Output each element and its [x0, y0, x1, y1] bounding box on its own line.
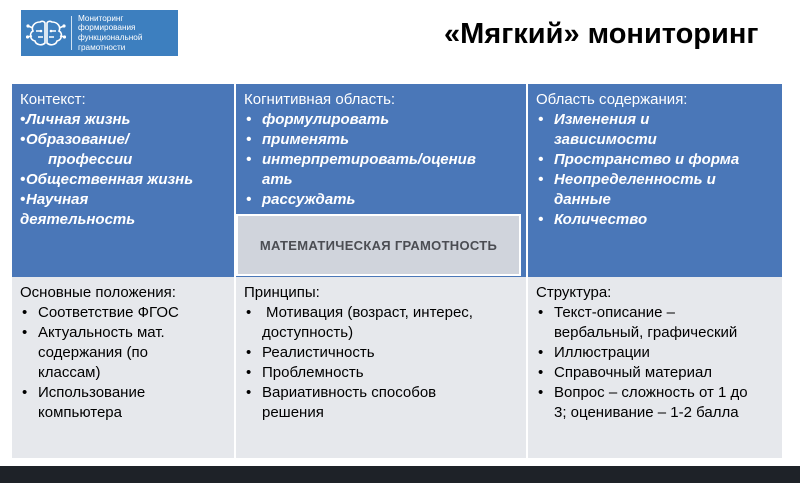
context-heading: Контекст:: [20, 91, 86, 108]
content-area-cell: [528, 82, 782, 277]
logo-text: [78, 14, 142, 52]
provisions-cell: [12, 277, 234, 458]
list-item: • формулировать: [246, 111, 390, 128]
list-item: вербальный, графический: [554, 324, 738, 341]
list-item: • рассуждать: [246, 191, 356, 208]
context-cell: [12, 82, 234, 277]
list-item: компьютера: [38, 404, 122, 421]
list-item: • Личная жизнь: [20, 111, 131, 128]
list-item: • Количество: [538, 211, 648, 228]
slide-title: «Мягкий» мониторинг: [444, 18, 759, 50]
logo-line-1: Мониторинг: [78, 13, 124, 23]
logo: [21, 10, 178, 56]
list-item: • Изменения и: [538, 111, 650, 128]
list-item: • Вариативность способов: [246, 384, 437, 401]
list-item: • Иллюстрации: [538, 344, 650, 361]
logo-divider: [71, 16, 72, 50]
structure-heading: Структура:: [536, 284, 612, 301]
list-item: • Реалистичность: [246, 344, 375, 361]
list-item: • Соответствие ФГОС: [22, 304, 179, 321]
list-item: 3; оценивание – 1-2 балла: [554, 404, 739, 421]
list-item: профессии: [48, 151, 133, 168]
list-item: доступность): [262, 324, 354, 341]
logo-line-2: формирования: [78, 23, 136, 33]
provisions-heading: Основные положения:: [20, 284, 176, 301]
list-item: • Текст-описание –: [538, 304, 675, 321]
list-item: • Общественная жизнь: [20, 171, 194, 188]
list-item: • Научная: [20, 191, 89, 208]
principles-heading: Принципы:: [244, 284, 320, 301]
logo-line-3: функциональной: [78, 33, 143, 42]
list-item: • Справочный материал: [538, 364, 713, 381]
list-item: • Использование: [22, 384, 146, 401]
list-item: деятельность: [20, 211, 136, 228]
list-item: зависимости: [554, 131, 657, 148]
list-item: ать: [262, 171, 293, 188]
list-item: • интерпретировать/оценив: [246, 151, 476, 168]
content-area-heading: Область содержания:: [536, 91, 688, 108]
list-item: • Образование/: [20, 131, 130, 148]
list-item: данные: [554, 191, 611, 208]
list-item: • Мотивация (возраст, интерес,: [246, 304, 473, 321]
list-item: • Пространство и форма: [538, 151, 740, 168]
structure-cell: [528, 277, 782, 458]
cognitive-heading: Когнитивная область:: [244, 91, 396, 108]
list-item: решения: [262, 404, 324, 421]
list-item: • Неопределенность и: [538, 171, 716, 188]
bottom-bar: [0, 466, 800, 483]
list-item: • Актуальность мат.: [22, 324, 165, 341]
list-item: содержания (по: [38, 344, 148, 361]
list-item: • Вопрос – сложность от 1 до: [538, 384, 748, 401]
center-label: МАТЕМАТИЧЕСКАЯ ГРАМОТНОСТЬ: [259, 237, 498, 253]
brain-network-icon: [21, 10, 71, 56]
list-item: классам): [38, 364, 101, 381]
list-item: • Проблемность: [246, 364, 364, 381]
principles-cell: [236, 277, 526, 458]
list-item: • применять: [246, 131, 350, 148]
center-label-box: [236, 214, 521, 276]
logo-line-4: грамотности: [78, 42, 126, 52]
